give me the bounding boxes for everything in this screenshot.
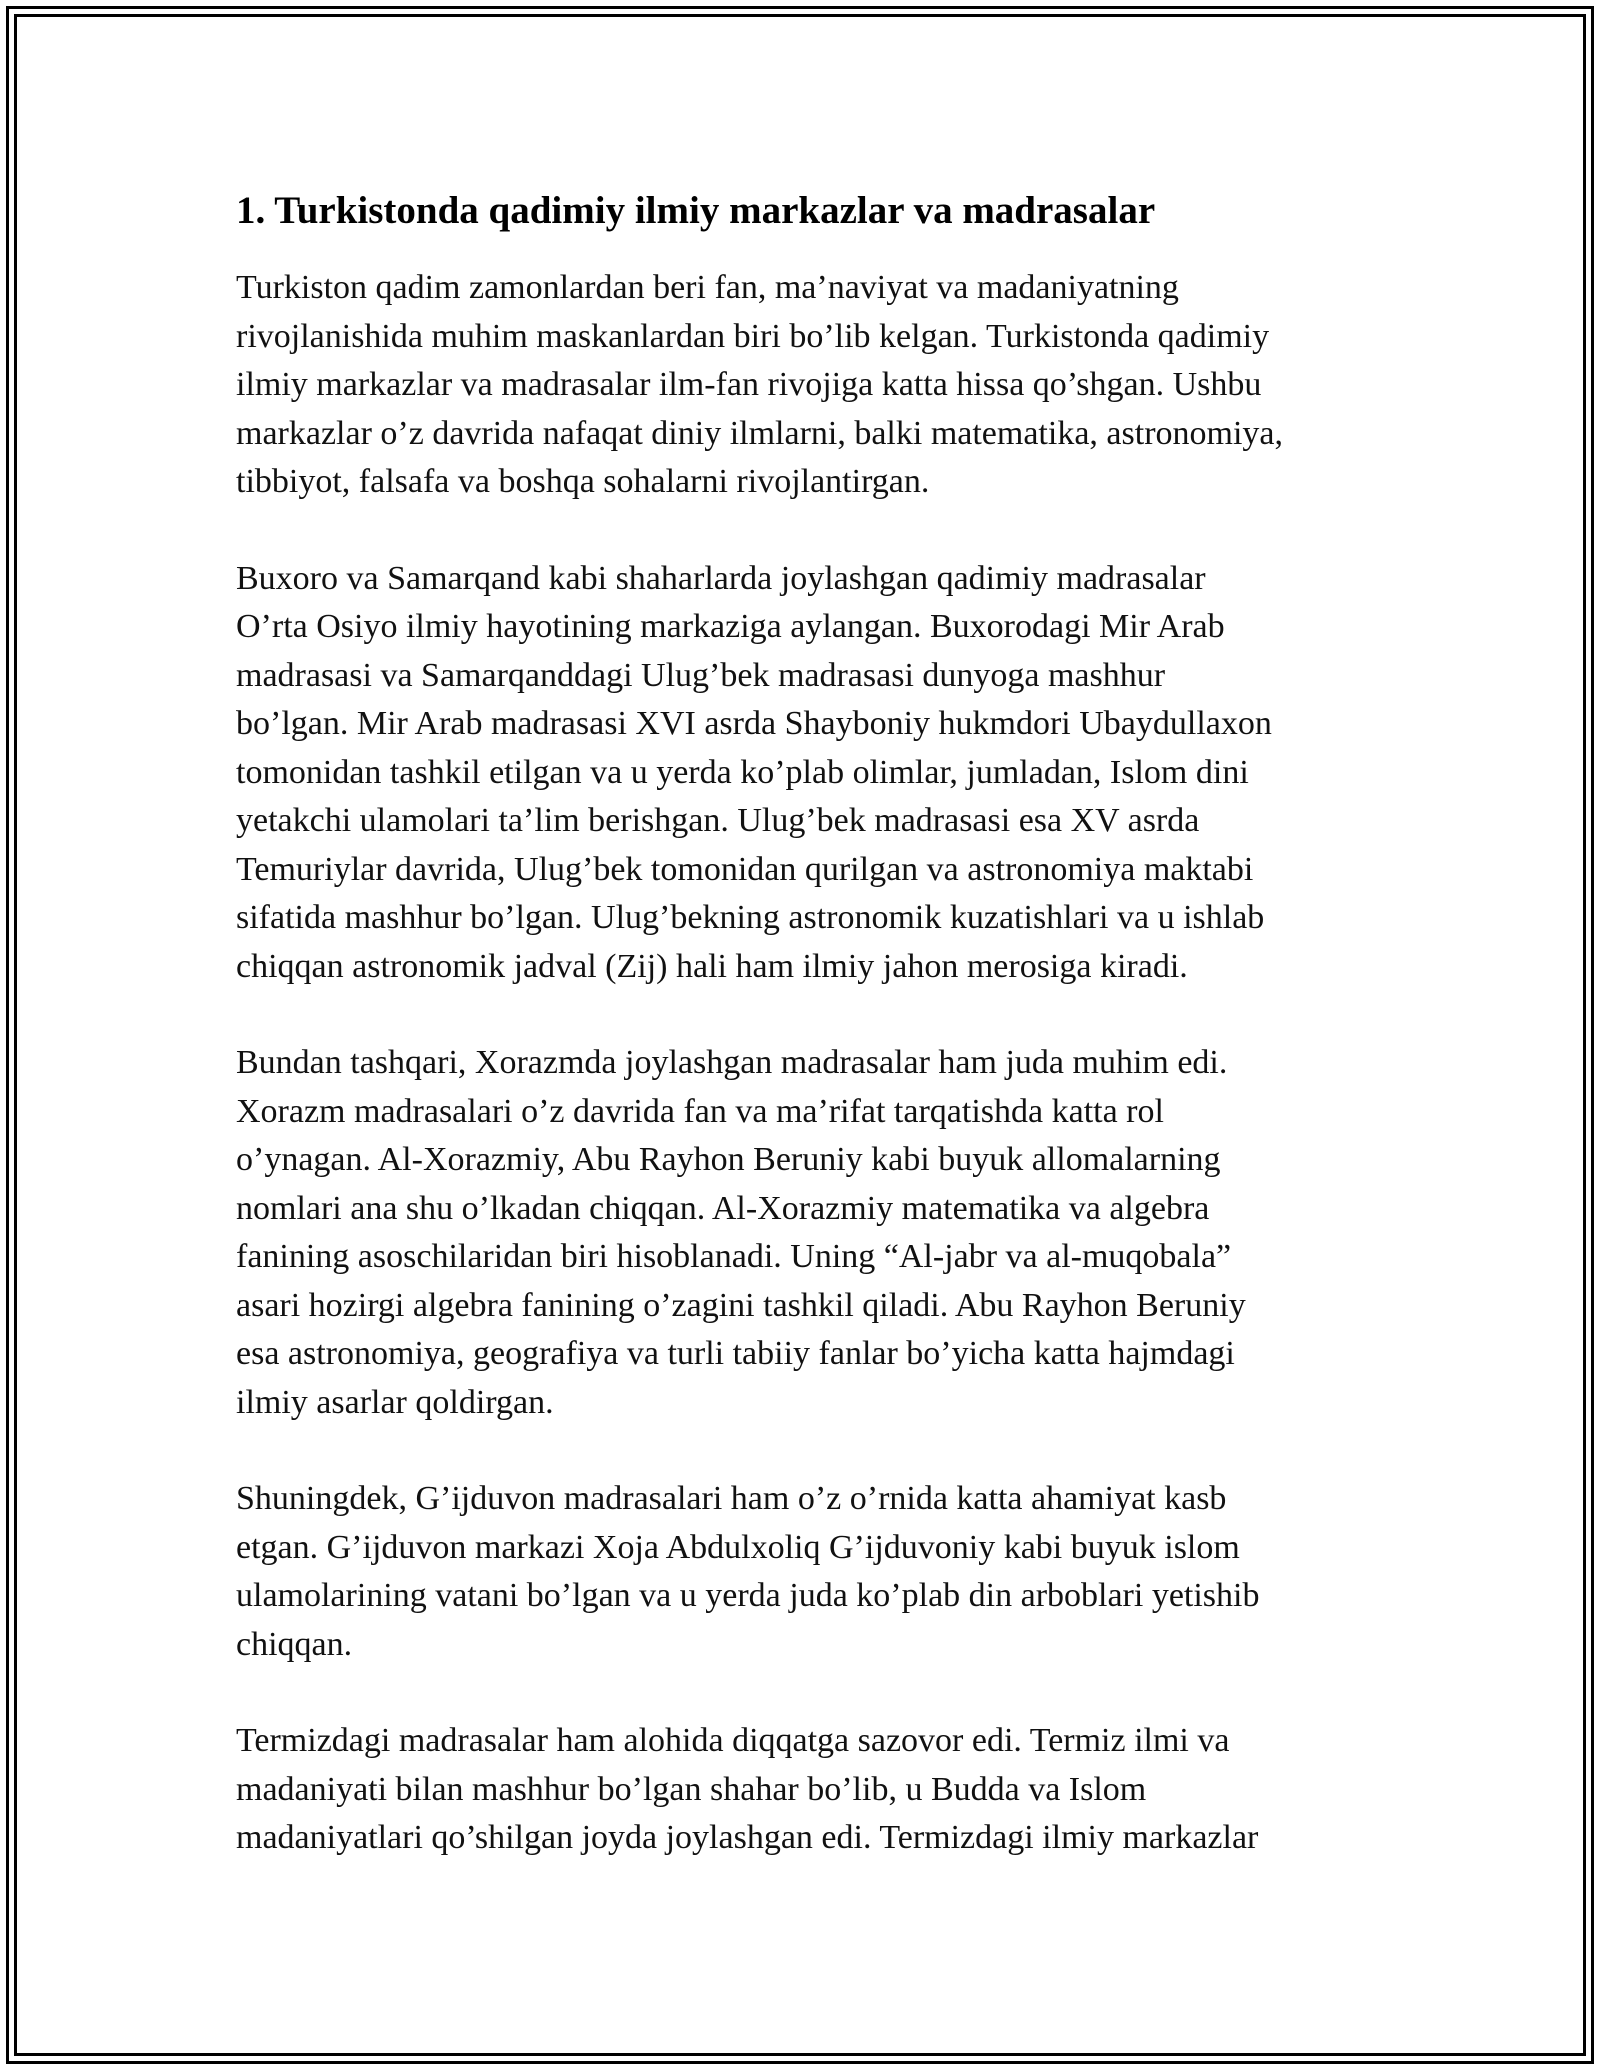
- paragraph-line: ulamolarining vatani bo’lgan va u yerda juda ko’plab din arboblari yetishib: [236, 1577, 1260, 1614]
- paragraph: [236, 1717, 1366, 1863]
- paragraph-line: chiqqan astronomik jadval (Zij) hali ham ilmiy jahon merosiga kiradi.: [236, 947, 1188, 985]
- paragraph-line: bo’lgan. Mir Arab madrasasi XVI asrda Shayboniy hukmdori Ubaydullaxon: [236, 705, 1272, 742]
- paragraph-line: yetakchi ulamolari ta’lim berishgan. Ulug’bek madrasasi esa XV asrda: [236, 802, 1200, 839]
- paragraph-line: fanining asoschilaridan biri hisoblanadi. Uning “Al-jabr va al-muqobala”: [236, 1238, 1232, 1275]
- paragraph-line: Buxoro va Samarqand kabi shaharlarda joylashgan qadimiy madrasalar: [236, 559, 1206, 597]
- paragraph: [236, 1039, 1366, 1427]
- paragraph-line: ilmiy markazlar va madrasalar ilm-fan rivojiga katta hissa qo’shgan. Ushbu: [236, 366, 1262, 403]
- paragraph-line: Shuningdek, G’ijduvon madrasalari ham o’z o’rnida katta ahamiyat kasb: [236, 1480, 1227, 1517]
- paragraph-line: madrasasi va Samarqanddagi Ulug’bek madrasasi dunyoga mashhur: [236, 656, 1166, 694]
- paragraph-container: [236, 264, 1366, 1863]
- paragraph-line: markazlar o’z davrida nafaqat diniy ilmlarni, balki matematika, astronomiya,: [236, 414, 1283, 452]
- paragraph-line: Temuriylar davrida, Ulug’bek tomonidan qurilgan va astronomiya maktabi: [236, 850, 1254, 888]
- paragraph-line: o’ynagan. Al-Xorazmiy, Abu Rayhon Beruniy kabi buyuk allomalarning: [236, 1141, 1221, 1178]
- paragraph: [236, 1475, 1366, 1669]
- paragraph-line: rivojlanishida muhim maskanlardan biri bo’lib kelgan. Turkistonda qadimiy: [236, 317, 1270, 355]
- paragraph-line: Turkiston qadim zamonlardan beri fan, ma’naviyat va madaniyatning: [236, 269, 1179, 306]
- section-heading: 1. Turkistonda qadimiy ilmiy markazlar va madrasalar: [236, 189, 1156, 232]
- paragraph-line: esa astronomiya, geografiya va turli tabiiy fanlar bo’yicha katta hajmdagi: [236, 1335, 1235, 1372]
- paragraph-line: ilmiy asarlar qoldirgan.: [236, 1383, 554, 1421]
- paragraph-line: tomonidan tashkil etilgan va u yerda ko’plab olimlar, jumladan, Islom dini: [236, 753, 1249, 791]
- paragraph-line: madaniyati bilan mashhur bo’lgan shahar bo’lib, u Budda va Islom: [236, 1770, 1147, 1808]
- paragraph-line: nomlari ana shu o’lkadan chiqqan. Al-Xorazmiy matematika va algebra: [236, 1189, 1210, 1227]
- paragraph-line: chiqqan.: [236, 1625, 353, 1663]
- paragraph-line: Bundan tashqari, Xorazmda joylashgan madrasalar ham juda muhim edi.: [236, 1044, 1228, 1081]
- paragraph-line: etgan. G’ijduvon markazi Xoja Abdulxoliq G’ijduvoniy kabi buyuk islom: [236, 1528, 1240, 1566]
- document-body: [236, 186, 1366, 1911]
- paragraph-line: tibbiyot, falsafa va boshqa sohalarni rivojlantirgan.: [236, 463, 930, 500]
- paragraph-line: asari hozirgi algebra fanining o’zagini tashkil qiladi. Abu Rayhon Beruniy: [236, 1286, 1246, 1324]
- paragraph-line: Termizdagi madrasalar ham alohida diqqatga sazovor edi. Termiz ilmi va: [236, 1722, 1230, 1759]
- paragraph: [236, 264, 1366, 507]
- paragraph: [236, 555, 1366, 992]
- paragraph-line: madaniyatlari qo’shilgan joyda joylashgan edi. Termizdagi ilmiy markazlar: [236, 1819, 1259, 1856]
- paragraph-line: O’rta Osiyo ilmiy hayotining markaziga aylangan. Buxorodagi Mir Arab: [236, 608, 1225, 645]
- paragraph-line: Xorazm madrasalari o’z davrida fan va ma’rifat tarqatishda katta rol: [236, 1092, 1164, 1130]
- paragraph-line: sifatida mashhur bo’lgan. Ulug’bekning astronomik kuzatishlari va u ishlab: [236, 899, 1265, 936]
